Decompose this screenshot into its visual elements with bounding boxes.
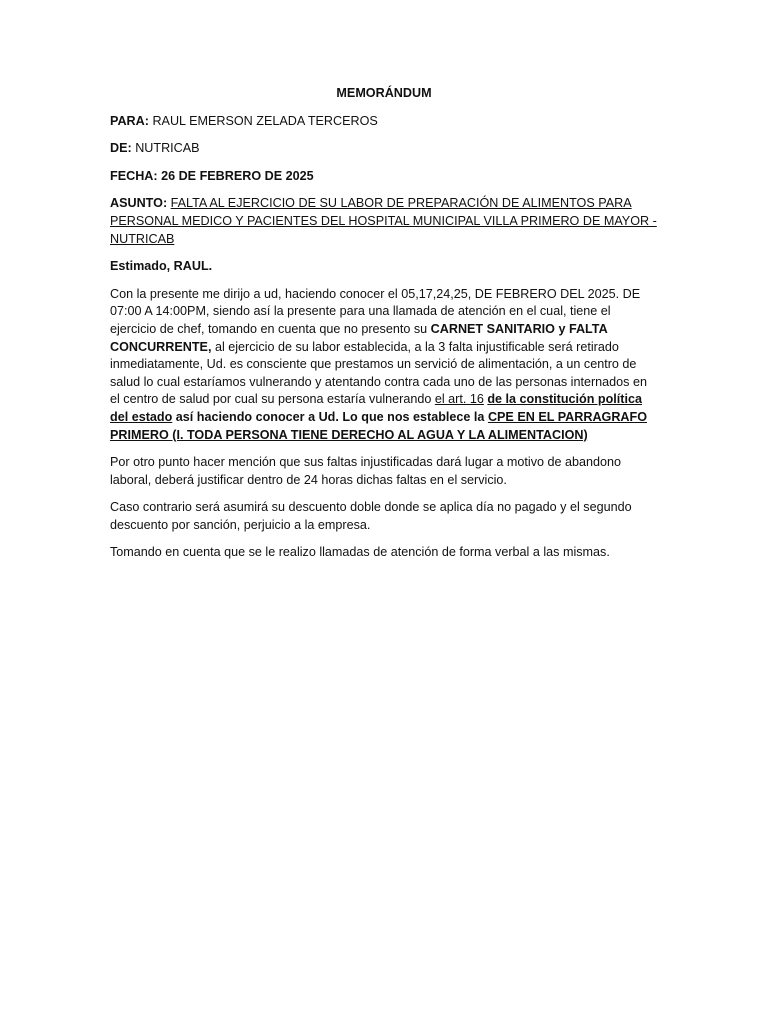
recipient-label: PARA: (110, 113, 149, 128)
recipient-line (110, 113, 658, 131)
body-paragraph-4: Tomando en cuenta que se le realizo llamadas de atención de forma verbal a las mismas. (110, 545, 610, 560)
sender-name: NUTRICAB (131, 141, 200, 156)
recipient-name: RAUL EMERSON ZELADA TERCEROS (148, 113, 378, 128)
body1-article-ref: el art. 16 (434, 392, 484, 407)
date-line: FECHA: 26 DE FEBRERO DE 2025 (110, 168, 314, 183)
memo-title: MEMORÁNDUM (336, 86, 432, 100)
body1-bold-1: CARNET SANITARIO y FALTA CONCURRENTE, (110, 321, 608, 354)
sender-line (110, 140, 658, 158)
body-paragraph-3: Caso contrario será asumirá su descuento doble donde se aplica día no pagado y el segundo descuento por sanción, perjuicio a la empresa. (110, 500, 632, 532)
subject-label: ASUNTO: (110, 196, 168, 211)
subject-line (110, 195, 658, 248)
sender-label: DE: (110, 141, 132, 156)
subject-text: FALTA AL EJERCICIO DE SU LABOR DE PREPARACIÓN DE ALIMENTOS PARA PERSONAL MEDICO Y PACIENTES DEL HOSPITAL MUNICIPAL VILLA PRIMERO DE MAYOR - NUTRICAB (110, 196, 657, 246)
body-paragraph-1 (110, 286, 658, 444)
body-paragraph-2: Por otro punto hacer mención que sus faltas injustificadas dará lugar a motivo de abandono laboral, deberá justificar dentro de 24 horas dichas faltas en el servicio. (110, 455, 622, 487)
memo-body (110, 85, 658, 572)
body1-constitution-ref: de la constitución política del estado (110, 392, 643, 424)
body1-cpe-ref: CPE EN EL PARRAGRAFO PRIMERO (I. TODA PERSONA TIENE DERECHO AL AGUA Y LA ALIMENTACION) (110, 409, 648, 442)
body1-text-1: Con la presente me dirijo a ud, haciendo conocer el 05,17,24,25, DE FEBRERO DEL 2025. DE 07:00 A 14:00PM, siendo así la presente para una llamada de atención en el cual, tiene el ejercicio de chef, tomando en cuenta que no presento su (110, 286, 641, 336)
body1-text-2: al ejercicio de su labor establecida, a la 3 falta injustificable será retirado inmediatamente, Ud. es consciente que prestamos un servició de alimentación, a un centro de salud lo cual estaríamos vulnerando y atentando contra cada uno de las personas internados en el centro de salud por cual su persona estaría vulnerando (110, 339, 647, 407)
body1-bold-2: así haciendo conocer a Ud. Lo que nos establece la (172, 409, 488, 424)
greeting: Estimado, RAUL. (110, 259, 213, 274)
